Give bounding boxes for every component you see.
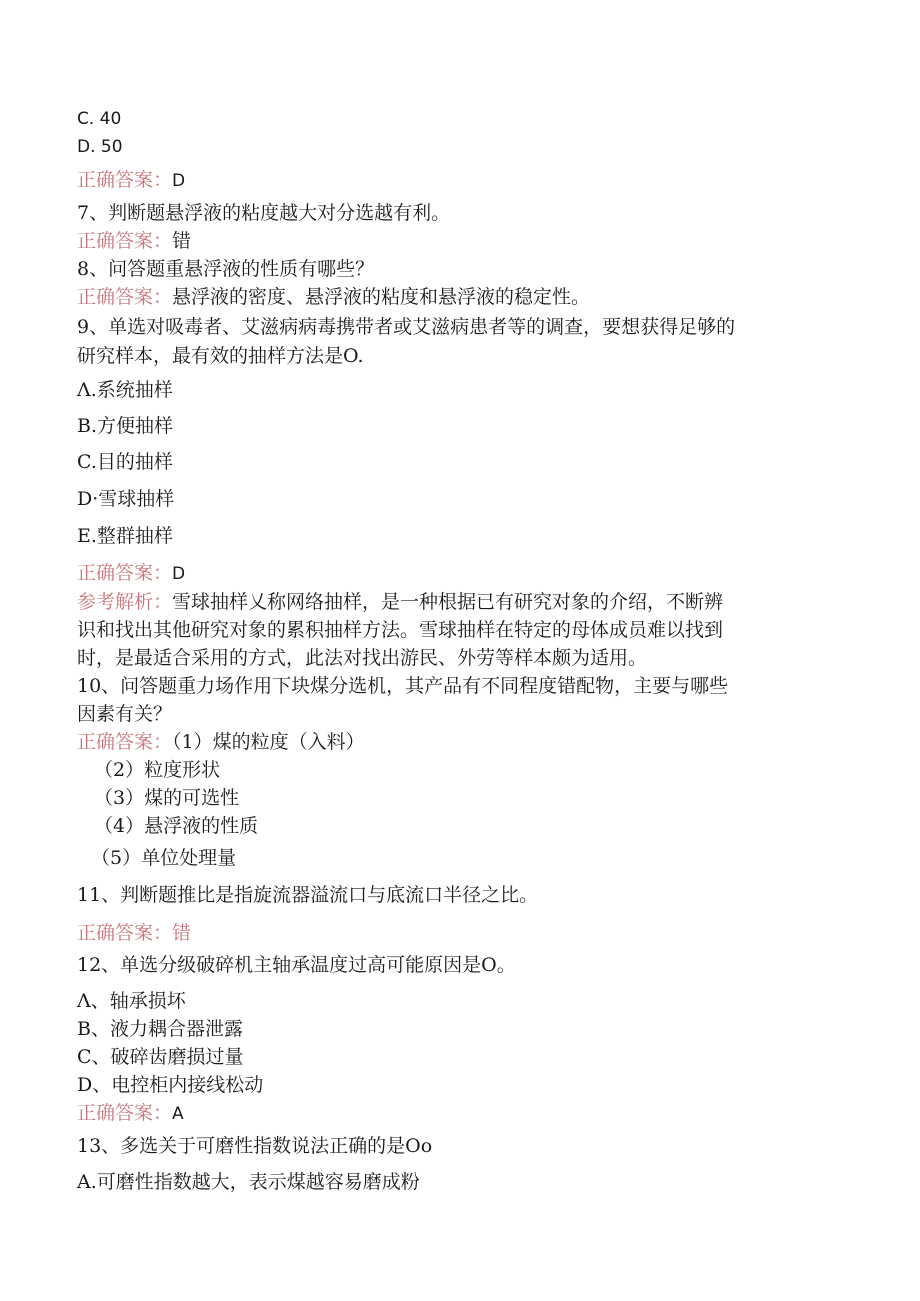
explanation-label: 参考解析： bbox=[77, 591, 173, 613]
option-c-line: C. 40 bbox=[77, 109, 122, 129]
answer-line bbox=[77, 168, 185, 193]
question-10: 10、问答题重力场作用下块煤分选机，其产品有不同程度错配物，主要与哪些 bbox=[77, 675, 729, 697]
answer-value: D bbox=[172, 564, 186, 584]
option-a: Λ.系统抽样 bbox=[77, 379, 173, 401]
answer-line bbox=[77, 561, 185, 586]
question-9-cont: 研究样本，最有效的抽样方法是O. bbox=[77, 345, 364, 367]
question-11: 11、判断题推比是指旋流器溢流口与底流口半径之比。 bbox=[77, 884, 539, 906]
answer-label: 正确答案： bbox=[77, 562, 173, 584]
answer-line bbox=[77, 229, 191, 253]
question-8: 8、问答题重悬浮液的性质有哪些？ bbox=[77, 258, 375, 280]
question-13: 13、多选关于可磨性指数说法正确的是Oo bbox=[77, 1135, 433, 1157]
explanation-text: 雪球抽样乂称网络抽样，是一种根据已有研究对象的介绍，不断辨 bbox=[172, 591, 724, 613]
answer-item: （3）煤的可选性 bbox=[94, 787, 240, 809]
answer-value: 悬浮液的密度、悬浮液的粘度和悬浮液的稳定性。 bbox=[172, 286, 591, 308]
answer-label: 正确答案： bbox=[77, 286, 173, 308]
answer-item: （5）单位处理量 bbox=[91, 847, 237, 869]
option-d: D·雪球抽样 bbox=[77, 488, 175, 510]
answer-label: 正确答案： bbox=[77, 922, 173, 944]
option-b: B、液力耦合器泄露 bbox=[77, 1018, 243, 1040]
answer-label: 正确答案： bbox=[77, 731, 173, 753]
answer-item: （4）悬浮液的性质 bbox=[94, 815, 259, 837]
question-10-cont: 因素有关？ bbox=[77, 703, 173, 725]
answer-line bbox=[77, 730, 365, 754]
option-b: B.方便抽样 bbox=[77, 415, 174, 437]
answer-label: 正确答案： bbox=[77, 169, 173, 191]
answer-item: （2）粒度形状 bbox=[94, 759, 221, 781]
option-e: E.整群抽样 bbox=[77, 525, 173, 547]
answer-line bbox=[77, 285, 590, 309]
answer-label: 正确答案： bbox=[77, 1102, 173, 1124]
option-c: C.目的抽样 bbox=[77, 451, 173, 473]
option-a: A.可磨性指数越大，表示煤越容易磨成粉 bbox=[77, 1171, 420, 1193]
explanation-line bbox=[77, 590, 723, 614]
option-d-line: D. 50 bbox=[77, 137, 123, 157]
answer-value: A bbox=[172, 1104, 184, 1124]
answer-line bbox=[77, 921, 191, 945]
question-7: 7、判断题悬浮液的粘度越大对分选越有利。 bbox=[77, 202, 451, 224]
answer-value: D bbox=[172, 171, 186, 191]
option-a: Λ、轴承损坏 bbox=[77, 990, 186, 1012]
explanation-cont: 时，是最适合采用的方式，此法对找出游民、外劳等样本颇为适用。 bbox=[77, 647, 648, 669]
option-d: D、电控柜内接线松动 bbox=[77, 1074, 264, 1096]
explanation-cont: 识和找出其他研究对象的累积抽样方法。雪球抽样在特定的母体成员难以找到 bbox=[77, 619, 724, 641]
answer-line bbox=[77, 1101, 184, 1126]
answer-label: 正确答案： bbox=[77, 230, 173, 252]
question-9: 9、单选对吸毒者、艾滋病病毒携带者或艾滋病患者等的调查，要想获得足够的 bbox=[77, 316, 736, 338]
answer-value: （1）煤的粒度（入料） bbox=[172, 731, 365, 753]
answer-value: 错 bbox=[172, 922, 192, 944]
answer-value: 错 bbox=[172, 230, 192, 252]
option-c: C、破碎齿磨损过量 bbox=[77, 1046, 244, 1068]
question-12: 12、单选分级破碎机主轴承温度过高可能原因是O。 bbox=[77, 954, 516, 976]
